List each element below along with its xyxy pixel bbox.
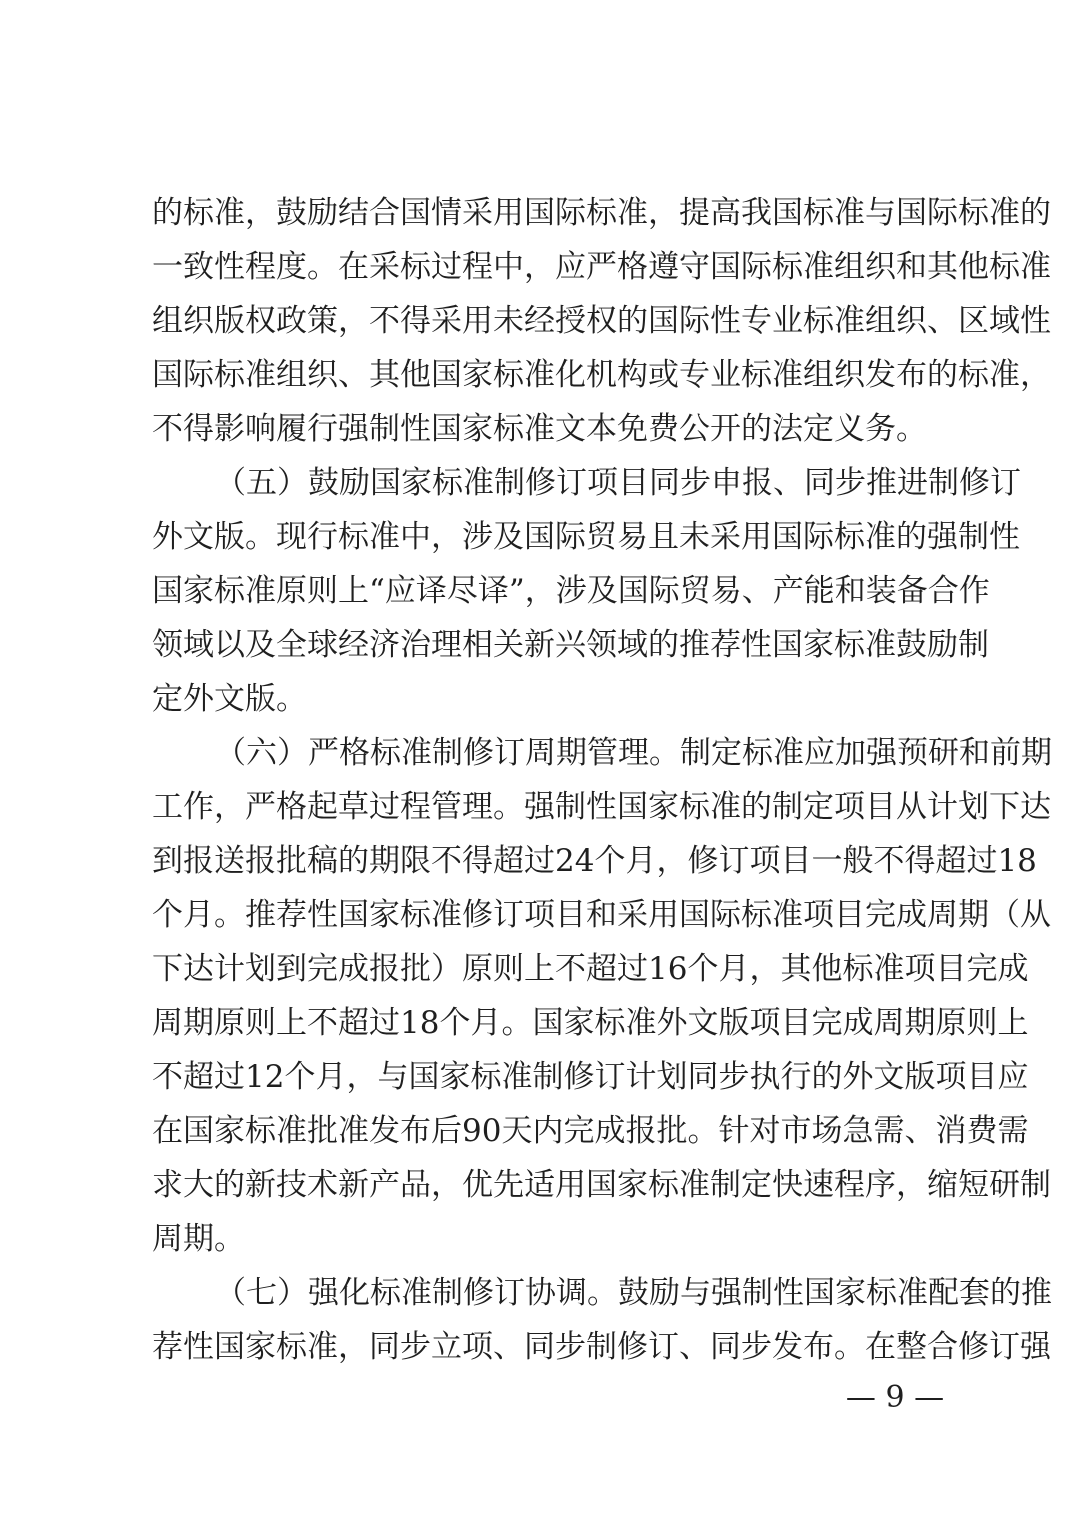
text-line: 的标准，鼓励结合国情采用国际标准，提高我国标准与国际标准的 bbox=[152, 195, 1051, 231]
text-line: 定外文版。 bbox=[152, 681, 307, 717]
text-line: 个月。推荐性国家标准修订项目和采用国际标准项目完成周期（从 bbox=[152, 897, 1051, 933]
text-line: 不得影响履行强制性国家标准文本免费公开的法定义务。 bbox=[152, 411, 927, 447]
text-line: 领域以及全球经济治理相关新兴领域的推荐性国家标准鼓励制 bbox=[152, 627, 989, 663]
paragraph-first-line: （七）强化标准制修订协调。鼓励与强制性国家标准配套的推 bbox=[215, 1275, 1052, 1311]
text-line: 下达计划到完成报批）原则上不超过16个月，其他标准项目完成 bbox=[152, 951, 1029, 987]
text-line: 荐性国家标准，同步立项、同步制修订、同步发布。在整合修订强 bbox=[152, 1329, 1051, 1365]
text-line: 求大的新技术新产品，优先适用国家标准制定快速程序，缩短研制 bbox=[152, 1167, 1051, 1203]
text-line: 在国家标准批准发布后90天内完成报批。针对市场急需、消费需 bbox=[152, 1113, 1029, 1149]
page-number: — 9 — bbox=[845, 1380, 945, 1415]
text-line: 到报送报批稿的期限不得超过24个月，修订项目一般不得超过18 bbox=[152, 843, 1037, 879]
text-line: 组织版权政策，不得采用未经授权的国际性专业标准组织、区域性 bbox=[152, 303, 1051, 339]
text-line: 外文版。现行标准中，涉及国际贸易且未采用国际标准的强制性 bbox=[152, 519, 1020, 555]
paragraph-first-line: （六）严格标准制修订周期管理。制定标准应加强预研和前期 bbox=[215, 735, 1052, 771]
text-line: 周期。 bbox=[152, 1221, 245, 1257]
text-line: 工作，严格起草过程管理。强制性国家标准的制定项目从计划下达 bbox=[152, 789, 1051, 825]
text-line: 不超过12个月，与国家标准制修订计划同步执行的外文版项目应 bbox=[152, 1059, 1029, 1095]
paragraph-first-line: （五）鼓励国家标准制修订项目同步申报、同步推进制修订 bbox=[215, 465, 1021, 501]
text-line: 周期原则上不超过18个月。国家标准外文版项目完成周期原则上 bbox=[152, 1005, 1029, 1041]
text-line: 一致性程度。在采标过程中，应严格遵守国际标准组织和其他标准 bbox=[152, 249, 1051, 285]
text-line: 国际标准组织、其他国家标准化机构或专业标准组织发布的标准， bbox=[152, 357, 1051, 393]
text-line: 国家标准原则上“应译尽译”，涉及国际贸易、产能和装备合作 bbox=[152, 573, 990, 609]
